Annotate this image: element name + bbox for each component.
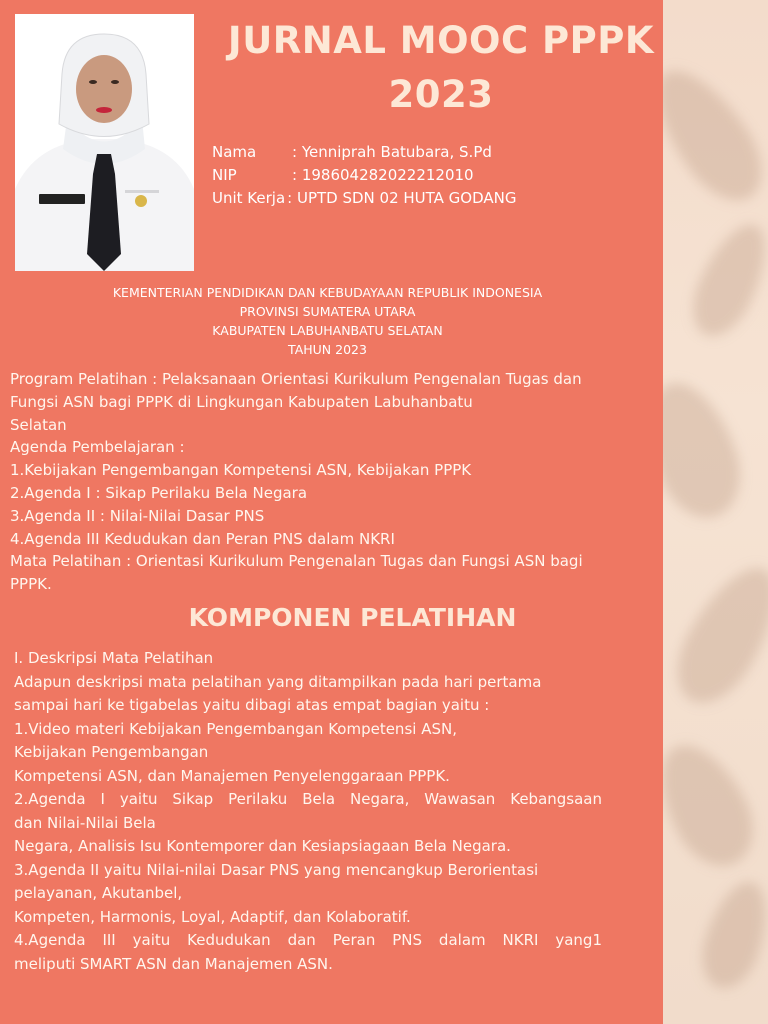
component-line: Kompetensi ASN, dan Manajemen Penyelenggaraan PPPK. — [14, 766, 450, 785]
decorative-side-panel — [663, 0, 768, 1024]
profile-info — [212, 141, 517, 210]
component-line: Kompeten, Harmonis, Loyal, Adaptif, dan Kolaboratif. — [14, 907, 411, 926]
regency-line: KABUPATEN LABUHANBATU SELATAN — [212, 323, 443, 338]
component-line: dan Nilai-Nilai Bela — [14, 813, 156, 832]
nip-row — [212, 164, 517, 187]
component-line: 4.Agenda III yaitu Kedudukan dan Peran PNS dalam NKRI yang1 — [14, 931, 602, 949]
leaf-shadow — [692, 874, 768, 996]
component-line: pelayanan, Akutanbel, — [14, 884, 183, 902]
program-line: 3.Agenda II : Nilai-Nilai Dasar PNS — [10, 506, 265, 525]
program-line: Program Pelatihan : Pelaksanaan Orientasi Kurikulum Pengenalan Tugas dan — [10, 370, 582, 388]
component-line: I. Deskripsi Mata Pelatihan — [14, 649, 214, 667]
unit-row — [212, 187, 517, 210]
title-line-1: JURNAL MOOC PPPK — [227, 19, 655, 62]
title-line-2: 2023 — [388, 73, 494, 116]
page-title — [220, 14, 662, 122]
profile-photo — [15, 14, 194, 271]
component-line: meliputi SMART ASN dan Manajemen ASN. — [14, 954, 333, 973]
leaf-shadow — [680, 214, 768, 346]
component-line: 1.Video materi Kebijakan Pengembangan Kompetensi ASN, — [14, 719, 457, 738]
name-label: Nama — [212, 143, 257, 161]
leaf-shadow — [663, 730, 768, 880]
component-line: 3.Agenda II yaitu Nilai-nilai Dasar PNS yang mencangkup Berorientasi — [14, 860, 539, 879]
component-line: Negara, Analisis Isu Kontemporer dan Kesiapsiagaan Bela Negara. — [14, 837, 511, 855]
program-line: Selatan — [10, 415, 67, 434]
program-line: 1.Kebijakan Pengembangan Kompetensi ASN, Kebijakan PPPK — [10, 461, 472, 480]
leaf-shadow — [663, 371, 755, 530]
province-line: PROVINSI SUMATERA UTARA — [239, 304, 416, 319]
program-line: Agenda Pembelajaran : — [10, 438, 185, 457]
section-heading: KOMPONEN PELATIHAN — [188, 603, 517, 632]
name-row — [212, 141, 517, 164]
portrait-illustration — [15, 14, 194, 271]
program-line: Mata Pelatihan : Orientasi Kurikulum Pengenalan Tugas dan Fungsi ASN bagi — [10, 552, 583, 571]
ministry-header — [0, 283, 655, 359]
component-line: 2.Agenda I yaitu Sikap Perilaku Bela Negara, Wawasan Kebangsaan — [14, 790, 602, 808]
components-section — [14, 647, 602, 976]
program-line: 4.Agenda III Kedudukan dan Peran PNS dalam NKRI — [10, 529, 395, 548]
nip-value: : 198604282022212010 — [292, 166, 474, 184]
program-line: PPPK. — [10, 575, 52, 594]
name-value: : Yenniprah Batubara, S.Pd — [292, 143, 492, 161]
component-line: Adapun deskripsi mata pelatihan yang ditampilkan pada hari pertama — [14, 672, 542, 691]
leaf-shadow — [663, 53, 768, 216]
ministry-line: KEMENTERIAN PENDIDIKAN DAN KEBUDAYAAN REPUBLIK INDONESIA — [112, 285, 543, 300]
unit-value: : UPTD SDN 02 HUTA GODANG — [287, 189, 517, 207]
program-section — [10, 368, 650, 596]
component-line: sampai hari ke tigabelas yaitu dibagi atas empat bagian yaitu : — [14, 696, 490, 714]
component-line: Kebijakan Pengembangan — [14, 743, 209, 761]
year-line: TAHUN 2023 — [288, 342, 367, 357]
nip-label: NIP — [212, 166, 237, 184]
program-line: 2.Agenda I : Sikap Perilaku Bela Negara — [10, 483, 308, 502]
program-line: Fungsi ASN bagi PPPK di Lingkungan Kabupaten Labuhanbatu — [10, 392, 473, 411]
unit-label: Unit Kerja — [212, 189, 286, 207]
